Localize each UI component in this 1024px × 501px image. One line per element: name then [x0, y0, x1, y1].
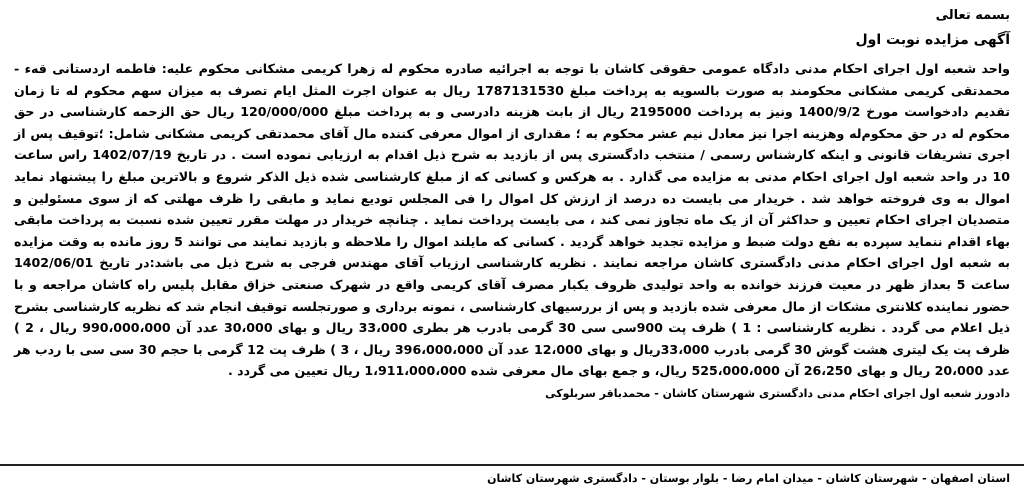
court-address: استان اصفهان - شهرستان کاشان - میدان امام رضا - بلوار بوستان - دادگستری شهرستان کاشان [487, 472, 1010, 485]
basmala-heading: بسمه تعالی [935, 8, 1010, 23]
notice-body: واحد شعبه اول اجرای احکام مدنی دادگاه عمومی حقوقی کاشان با توجه به اجرائیه صادره محکوم له زهرا کریمی مشکانی محکوم علیه: فاطمه اردستانی قهء - محمدتقی کریمی مشکانی محکومند به صورت بالسویه به پرداخت مبلغ 1787131530 ریال به عنوان اجرت المثل ایام تصرف به میزان سهم محکوم له تا زمان تقدیم دادخواست مورخ 1400/9/2 ونیز به پرداخت 2195000 ریال از بابت هزینه دادرسی و به پرداخت مبلغ 120/000/000 ریال حق الزحمه کارشناسی در حق محکوم له در حق محکوم‌له وهزینه اجرا نیز معادل نیم عشر محکوم به ؛ مقداری از اموال معرفی کننده مال آقای محمدتقی کریمی مشکانی شامل: ؛توقیف پس از اجری تشریفات قانونی و اینکه کارشناس رسمی / منتخب دادگستری پس از بازدید به شرح ذیل اقدام به ارزیابی نموده است . در تاریخ 1402/07/19 راس ساعت 10 در واحد شعبه اول اجرای احکام مدنی به مزایده می گذارد . به هرکس و کسانی که از مبلغ کارشناسی شده ذیل الذکر شروع و بالاترین مبلغ را پیشنهاد نماید اموال به وی فروخته خواهد شد . خریدار می بایست ده درصد از ارزش کل اموال را فی المجلس تودیع نماید و مابقی را ظرف مهلتی که از سوی مسئولین و متصدیان اجرای احکام تعیین و حداکثر آن از یک ماه تجاوز نمی کند ، می بایست پرداخت نماید . چنانچه خریدار در مهلت مقرر تعیین شده نسبت به پرداخت مابقی بهاء اقدام ننماید سپرده به نفع دولت ضبط و مزایده تجدید خواهد گردید . کسانی که مایلند اموال را ملاحظه و بازدید نمایند می توانند 5 روز مانده به وقت مزایده به شعبه اول اجرای احکام مدنی دادگستری کاشان مراجعه نمایند . نظریه کارشناسی ارزیاب آقای مهندس فرجی به شرح ذیل می باشد:در تاریخ 1402/06/01 ساعت 5 بعداز ظهر در معیت فرزند خوانده به واحد تولیدی ظروف یکبار مصرف آقای کریمی واقع در شهرک صنعتی خزاق مقابل پلیس راه کاشان مراجعه و با حضور نماینده کلانتری مشکات از مال معرفی شده بازدید و پس از بررسیهای کارشناسی ، نمونه برداری و صورتجلسه توقیف انجام شد که نظریه کارشناسی بشرح ذیل اعلام می گردد . نظریه کارشناسی : 1 ) ظرف پت 900سی سی 30 گرمی بادرب هر بطری 33،000 ریال و بهای 30،000 عدد آن 990،000،000 ریال ، 2 ) ظرف پت یک لیتری هشت گوش 30 گرمی بادرب 33،000ریال و بهای 12،000 عدد آن 396،000،000 ریال ، 3 ) ظرف پت 12 گرمی با حجم 30 سی سی با ردب هر عدد 20،000 ریال و بهای 26،250 آن 525،000،000 ریال، و جمع بهای مال معرفی شده 1،911،000،000 ریال تعیین می گردد . [14, 61, 1011, 379]
notice-title: آگهی مزایده نوبت اول [855, 32, 1010, 48]
footer-divider [0, 464, 1024, 466]
officer-signature: دادورز شعبه اول اجرای احکام مدنی دادگستری شهرستان کاشان - محمدباقر سربلوکی [545, 386, 1010, 400]
